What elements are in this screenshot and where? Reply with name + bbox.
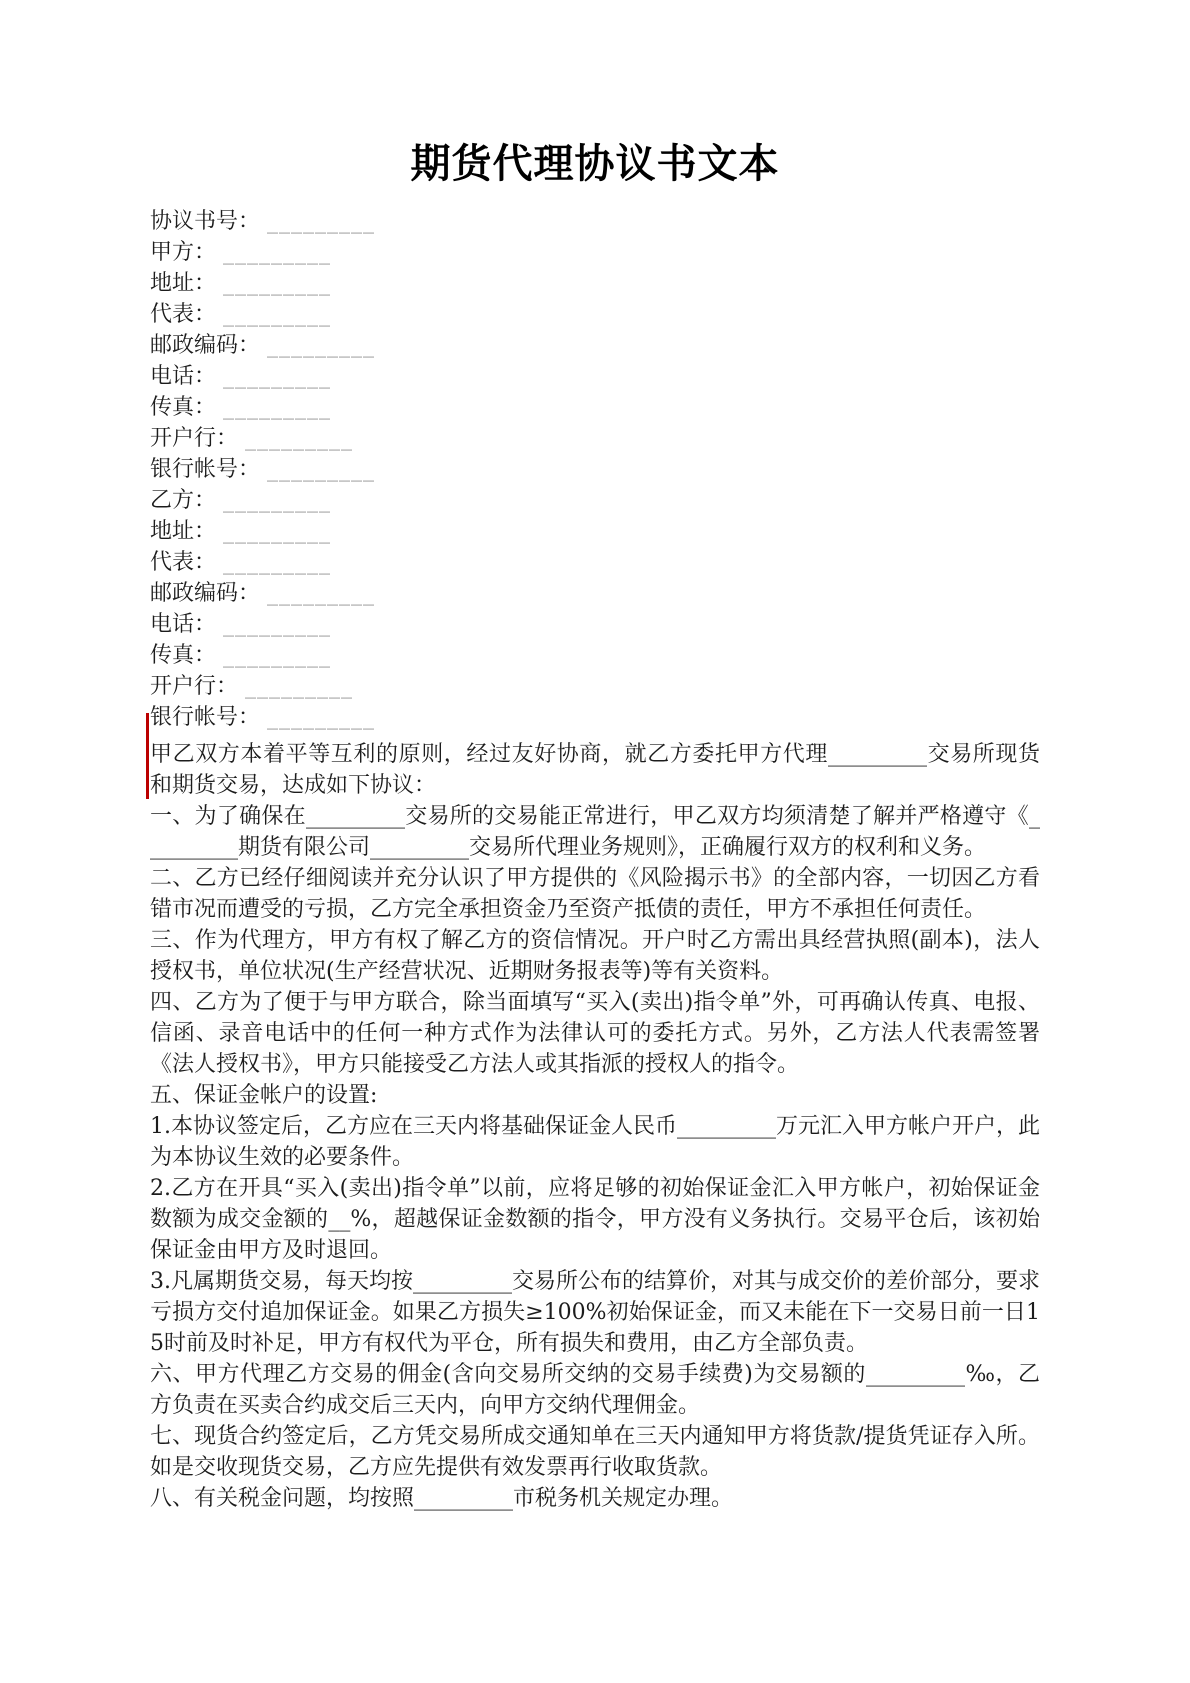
field-party-a-bank-label: 开户行： [150,426,239,451]
field-party-b-postcode-blank: _________ [267,581,376,606]
field-party-b-bank [150,671,1040,702]
field-party-a-name [150,237,1040,268]
clause-5-heading: 五、保证金帐户的设置: [150,1083,378,1108]
page-title: 期货代理协议书文本 [410,140,780,187]
field-party-a-phone-label: 电话： [150,364,217,389]
field-party-b-account-label: 银行帐号： [150,705,261,730]
header-fields [150,206,1040,733]
red-margin-marker-line [146,713,149,799]
clause-5-item-1: 1.本协议签定后，乙方应在三天内将基础保证金人民币_________万元汇入甲方帐户开户，此为本协议生效的必要条件。 [150,1114,1040,1170]
field-party-a-representative [150,299,1040,330]
field-party-b-account-blank: _________ [267,705,376,730]
clause-5-item-3: 3.凡属期货交易，每天均按_________交易所公布的结算价，对其与成交价的差价部分，要求亏损方交付追加保证金。如果乙方损失≥100%初始保证金，而又未能在下一交易日前一日15时前及时补足，甲方有权代为平仓，所有损失和费用，由乙方全部负责。 [150,1269,1040,1356]
field-party-b-phone-blank: _________ [223,612,332,637]
field-party-a-fax-label: 传真： [150,395,217,420]
field-party-a-postcode-blank: _________ [267,333,376,358]
field-agreement-number-blank: _________ [267,209,376,234]
field-party-b-address [150,516,1040,547]
document-content [150,0,1040,1514]
clause-2: 二、乙方已经仔细阅读并充分认识了甲方提供的《风险揭示书》的全部内容，一切因乙方看错市况而遭受的亏损，乙方完全承担资金乃至资产抵债的责任，甲方不承担任何责任。 [150,866,1040,922]
field-party-a-account-label: 银行帐号： [150,457,261,482]
field-party-a-address-label: 地址： [150,271,217,296]
field-party-b-postcode [150,578,1040,609]
field-agreement-number-label: 协议书号： [150,209,261,234]
agreement-body [150,739,1040,1514]
field-party-a-address-blank: _________ [223,271,332,296]
field-party-b-address-blank: _________ [223,519,332,544]
field-party-a-bank [150,423,1040,454]
field-party-a-phone-blank: _________ [223,364,332,389]
field-party-b-postcode-label: 邮政编码： [150,581,261,606]
field-party-b-fax-label: 传真： [150,643,217,668]
field-party-b-representative-blank: _________ [223,550,332,575]
field-party-b-representative-label: 代表： [150,550,217,575]
field-party-a-fax-blank: _________ [223,395,332,420]
field-party-b-name [150,485,1040,516]
field-party-a-address [150,268,1040,299]
field-party-a-postcode-label: 邮政编码： [150,333,261,358]
field-party-a-account-blank: _________ [267,457,376,482]
clause-5-item-2: 2.乙方在开具“买入(卖出)指令单”以前，应将足够的初始保证金汇入甲方帐户，初始保证金数额为成交金额的__%，超越保证金数额的指令，甲方没有义务执行。交易平仓后，该初始保证金由甲方及时退回。 [150,1176,1040,1263]
field-party-b-bank-blank: _________ [245,674,354,699]
field-party-a-name-label: 甲方： [150,240,217,265]
clause-8: 八、有关税金问题，均按照_________市税务机关规定办理。 [150,1486,734,1511]
field-party-b-fax [150,640,1040,671]
field-party-a-postcode [150,330,1040,361]
field-party-a-name-blank: _________ [223,240,332,265]
field-party-a-representative-label: 代表： [150,302,217,327]
field-party-b-name-label: 乙方： [150,488,217,513]
field-party-a-phone [150,361,1040,392]
field-party-a-fax [150,392,1040,423]
field-party-b-fax-blank: _________ [223,643,332,668]
field-agreement-number [150,206,1040,237]
field-party-b-account [150,702,1040,733]
clause-6: 六、甲方代理乙方交易的佣金(含向交易所交纳的交易手续费)为交易额的_________‰，乙方负责在买卖合约成交后三天内，向甲方交纳代理佣金。 [150,1362,1040,1418]
field-party-b-phone [150,609,1040,640]
field-party-a-bank-blank: _________ [245,426,354,451]
field-party-b-address-label: 地址： [150,519,217,544]
paragraph-preamble: 甲乙双方本着平等互利的原则，经过友好协商，就乙方委托甲方代理_________交易所现货和期货交易，达成如下协议： [150,742,1040,798]
field-party-a-representative-blank: _________ [223,302,332,327]
field-party-b-name-blank: _________ [223,488,332,513]
clause-3: 三、作为代理方，甲方有权了解乙方的资信情况。开户时乙方需出具经营执照(副本)，法人授权书，单位状况(生产经营状况、近期财务报表等)等有关资料。 [150,928,1040,984]
field-party-b-phone-label: 电话： [150,612,217,637]
clause-4: 四、乙方为了便于与甲方联合，除当面填写“买入(卖出)指令单”外，可再确认传真、电报、信函、录音电话中的任何一种方式作为法律认可的委托方式。另外，乙方法人代表需签署《法人授权书》，甲方只能接受乙方法人或其指派的授权人的指令。 [150,990,1040,1077]
clause-1: 一、为了确保在_________交易所的交易能正常进行，甲乙双方均须清楚了解并严格遵守《_________期货有限公司_________交易所代理业务规则》，正确履行双方的权利和义务。 [150,804,1040,860]
field-party-b-representative [150,547,1040,578]
clause-7: 七、现货合约签定后，乙方凭交易所成交通知单在三天内通知甲方将货款/提货凭证存入所。如是交收现货交易，乙方应先提供有效发票再行收取货款。 [150,1424,1040,1480]
field-party-b-bank-label: 开户行： [150,674,239,699]
field-party-a-account [150,454,1040,485]
